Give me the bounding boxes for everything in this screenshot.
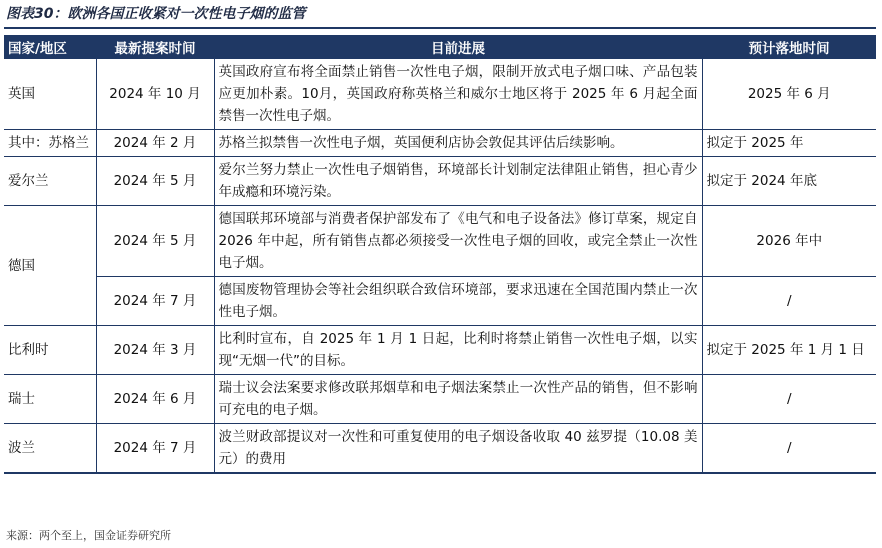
region-cell: 德国 <box>4 206 96 326</box>
header-latest-proposal: 最新提案时间 <box>96 35 214 59</box>
table-row-belgium <box>4 326 876 375</box>
date-cell: 2024 年 7 月 <box>96 424 214 474</box>
expected-cell: / <box>702 277 876 326</box>
expected-cell: 拟定于 2025 年 <box>702 130 876 157</box>
expected-cell: 2026 年中 <box>702 206 876 277</box>
table-row-poland <box>4 424 876 474</box>
header-region: 国家/地区 <box>4 35 96 59</box>
progress-cell: 英国政府宣布将全面禁止销售一次性电子烟，限制开放式电子烟口味、产品包装应更加朴素。10月，英国政府称英格兰和威尔士地区将于 2025 年 6 月起全面禁售一次性电子烟。 <box>214 59 702 130</box>
regulation-table <box>4 35 876 474</box>
region-cell: 波兰 <box>4 424 96 474</box>
region-cell: 爱尔兰 <box>4 157 96 206</box>
figure-title: 图表30：欧洲各国正收紧对一次性电子烟的监管 <box>6 6 306 22</box>
table-row-uk <box>4 59 876 130</box>
expected-cell: 2025 年 6 月 <box>702 59 876 130</box>
expected-cell: 拟定于 2024 年底 <box>702 157 876 206</box>
date-cell: 2024 年 10 月 <box>96 59 214 130</box>
header-progress: 目前进展 <box>214 35 702 59</box>
table-row-switzerland <box>4 375 876 424</box>
expected-cell: / <box>702 375 876 424</box>
progress-cell: 爱尔兰努力禁止一次性电子烟销售，环境部长计划制定法律阻止销售，担心青少年成瘾和环境污染。 <box>214 157 702 206</box>
date-cell: 2024 年 3 月 <box>96 326 214 375</box>
table-row-scotland <box>4 130 876 157</box>
date-cell: 2024 年 7 月 <box>96 277 214 326</box>
source-note: 来源：两个至上，国金证券研究所 <box>6 529 171 542</box>
progress-cell: 比利时宣布，自 2025 年 1 月 1 日起，比利时将禁止销售一次性电子烟，以实现“无烟一代”的目标。 <box>214 326 702 375</box>
header-expected-date: 预计落地时间 <box>702 35 876 59</box>
table-row-germany-1 <box>4 206 876 277</box>
date-cell: 2024 年 5 月 <box>96 157 214 206</box>
region-cell: 比利时 <box>4 326 96 375</box>
progress-cell: 苏格兰拟禁售一次性电子烟，英国便利店协会敦促其评估后续影响。 <box>214 130 702 157</box>
region-cell: 英国 <box>4 59 96 130</box>
date-cell: 2024 年 5 月 <box>96 206 214 277</box>
progress-cell: 德国联邦环境部与消费者保护部发布了《电气和电子设备法》修订草案，规定自 2026 年中起，所有销售点都必须接受一次性电子烟的回收，或完全禁止一次性电子烟。 <box>214 206 702 277</box>
table-row-germany-2 <box>4 277 876 326</box>
date-cell: 2024 年 2 月 <box>96 130 214 157</box>
region-cell: 瑞士 <box>4 375 96 424</box>
date-cell: 2024 年 6 月 <box>96 375 214 424</box>
progress-cell: 波兰财政部提议对一次性和可重复使用的电子烟设备收取 40 兹罗提（10.08 美元）的费用 <box>214 424 702 474</box>
expected-cell: 拟定于 2025 年 1 月 1 日 <box>702 326 876 375</box>
title-rule <box>4 27 876 29</box>
table-row-ireland <box>4 157 876 206</box>
region-cell: 其中：苏格兰 <box>4 130 96 157</box>
progress-cell: 德国废物管理协会等社会组织联合致信环境部，要求迅速在全国范围内禁止一次性电子烟。 <box>214 277 702 326</box>
expected-cell: / <box>702 424 876 474</box>
progress-cell: 瑞士议会法案要求修改联邦烟草和电子烟法案禁止一次性产品的销售，但不影响可充电的电子烟。 <box>214 375 702 424</box>
header-row <box>4 35 876 59</box>
